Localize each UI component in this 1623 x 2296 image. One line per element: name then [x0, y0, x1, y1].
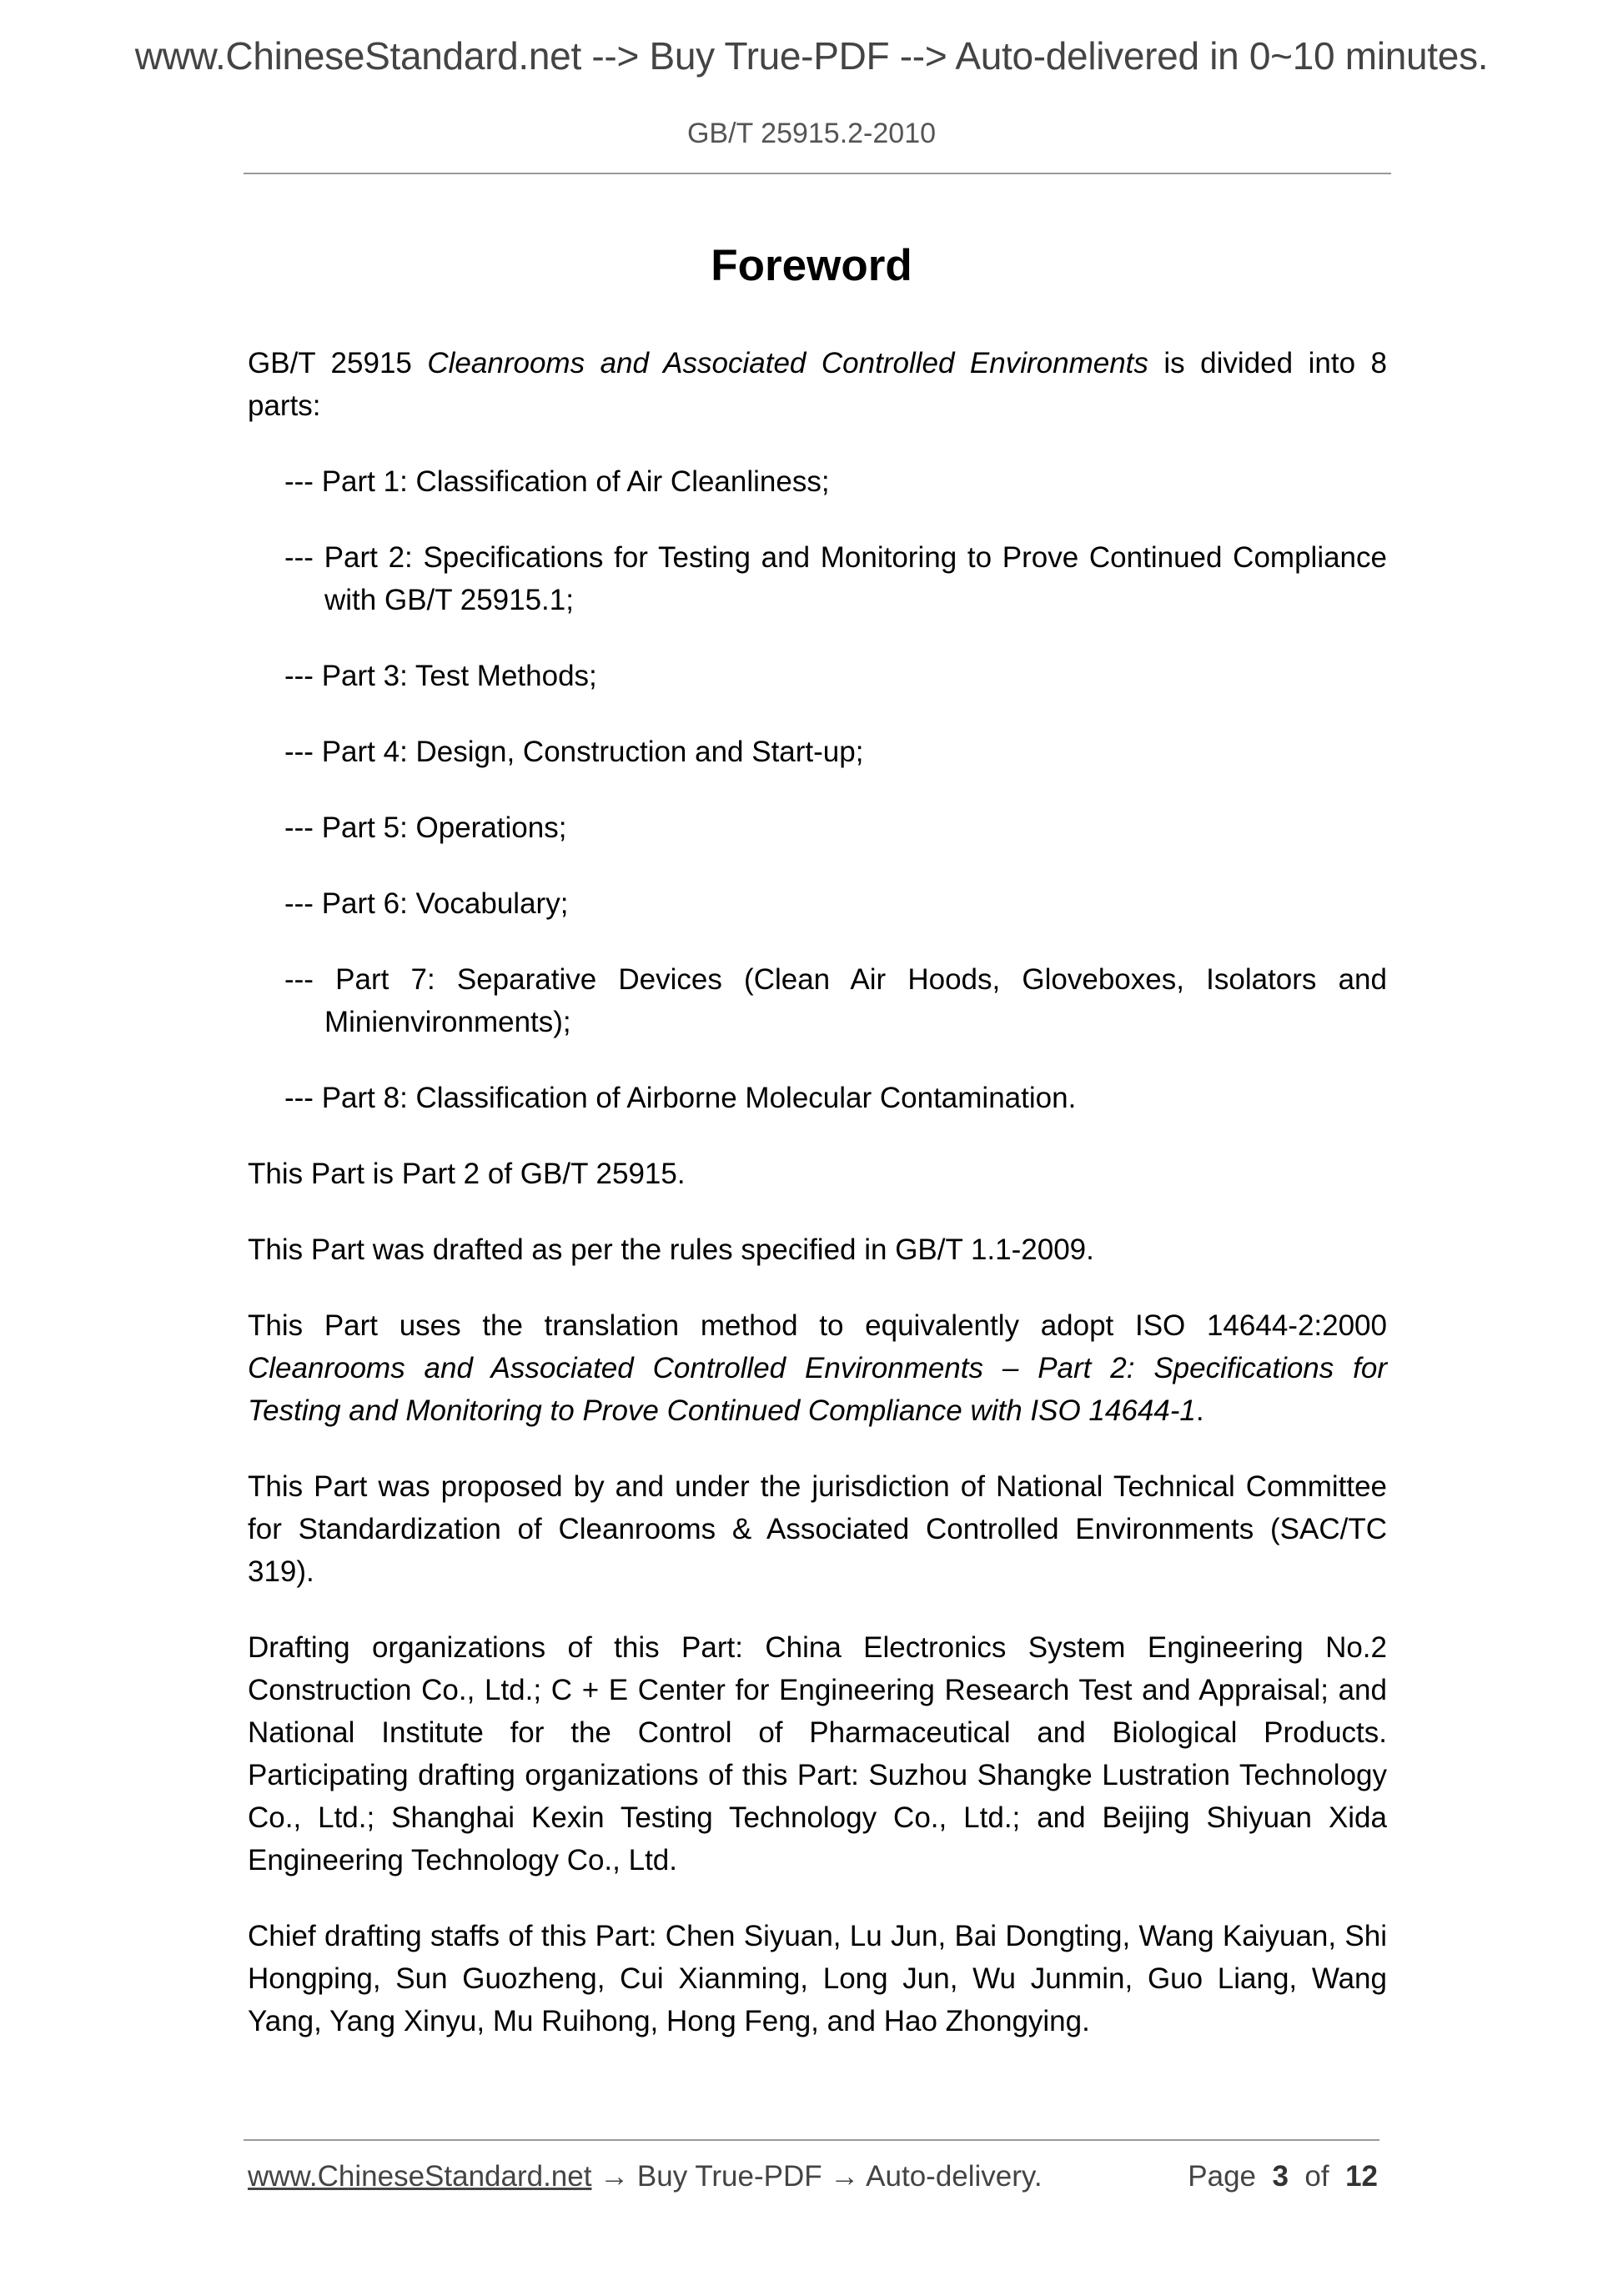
intro-paragraph: [248, 342, 1387, 427]
page-title: Foreword: [711, 241, 912, 290]
page-total: 12: [1345, 2160, 1378, 2193]
part-list-item: --- Part 8: Classification of Airborne Molecular Contamination.: [284, 1082, 1077, 1114]
drafted-paragraph: This Part was drafted as per the rules specified in GB/T 1.1-2009.: [248, 1233, 1094, 1266]
footer: [248, 2160, 1378, 2193]
top-banner: www.ChineseStandard.net --> Buy True-PDF --> Auto-delivered in 0~10 minutes.: [134, 34, 1489, 78]
intro-text-end: is divided into 8 parts:: [248, 347, 1388, 422]
translation-end: .: [1195, 1394, 1204, 1427]
proposed-paragraph: This Part was proposed by and under the jurisdiction of National Technical Committee for Standardization of Cleanrooms & Associated Controlled Environments (SAC/TC 319).: [248, 1470, 1387, 1588]
translation-text: This Part uses the translation method to equivalently adopt ISO 14644-2:2000: [248, 1309, 1387, 1342]
intro-text: GB/T 25915: [248, 347, 428, 379]
page-number: 3: [1272, 2160, 1289, 2193]
of-label: of: [1304, 2160, 1329, 2193]
translation-title: Cleanrooms and Associated Controlled Environments – Part 2: Specifications for Testing and Monitoring to Prove Continued Compliance with ISO 14644-1: [248, 1352, 1387, 1427]
footer-divider: [244, 2139, 1379, 2141]
intro-title: Cleanrooms and Associated Controlled Environments: [427, 347, 1148, 379]
translation-paragraph: [248, 1304, 1387, 1432]
part-list-item: --- Part 3: Test Methods;: [284, 660, 597, 692]
footer-left: [248, 2160, 1043, 2193]
footer-link[interactable]: www.ChineseStandard.net: [248, 2160, 592, 2193]
part-list-item: --- Part 6: Vocabulary;: [284, 887, 569, 920]
header-divider: [244, 173, 1391, 174]
document-number: GB/T 25915.2-2010: [686, 118, 937, 149]
part-list-item: --- Part 7: Separative Devices (Clean Air Hoods, Gloveboxes, Isolators and Minienvironments);: [284, 963, 1387, 1038]
staff-paragraph: Chief drafting staffs of this Part: Chen Siyuan, Lu Jun, Bai Dongting, Wang Kaiyuan, Shi Hongping, Sun Guozheng, Cui Xianming, Long Jun, Wu Junmin, Guo Liang, Wang Yang, Yang Xinyu, Mu Ruihong, Hong Feng, and Hao Zhongying.: [248, 1920, 1387, 2037]
footer-text: → Buy True-PDF → Auto-delivery.: [591, 2160, 1043, 2193]
part-list-item: --- Part 5: Operations;: [284, 811, 567, 844]
page-label: Page: [1188, 2160, 1257, 2193]
part-list-item: --- Part 4: Design, Construction and Start-up;: [284, 736, 864, 768]
part-list-item: --- Part 2: Specifications for Testing and Monitoring to Prove Continued Compliance with GB/T 25915.1;: [284, 541, 1387, 616]
document-body: [248, 342, 1387, 2076]
part-paragraph: This Part is Part 2 of GB/T 25915.: [248, 1158, 686, 1190]
page-indicator: [1188, 2160, 1378, 2193]
part-list-item: --- Part 1: Classification of Air Cleanliness;: [284, 465, 830, 498]
organizations-paragraph: Drafting organizations of this Part: China Electronics System Engineering No.2 Construction Co., Ltd.; C + E Center for Engineering Research Test and Appraisal; and National Institute for the Control of Pharmaceutical and Biological Products. Participating drafting organizations of this Part: Suzhou Shangke Lustration Technology Co., Ltd.; Shanghai Kexin Testing Technology Co., Ltd.; and Beijing Shiyuan Xida Engineering Technology Co., Ltd.: [248, 1631, 1387, 1876]
